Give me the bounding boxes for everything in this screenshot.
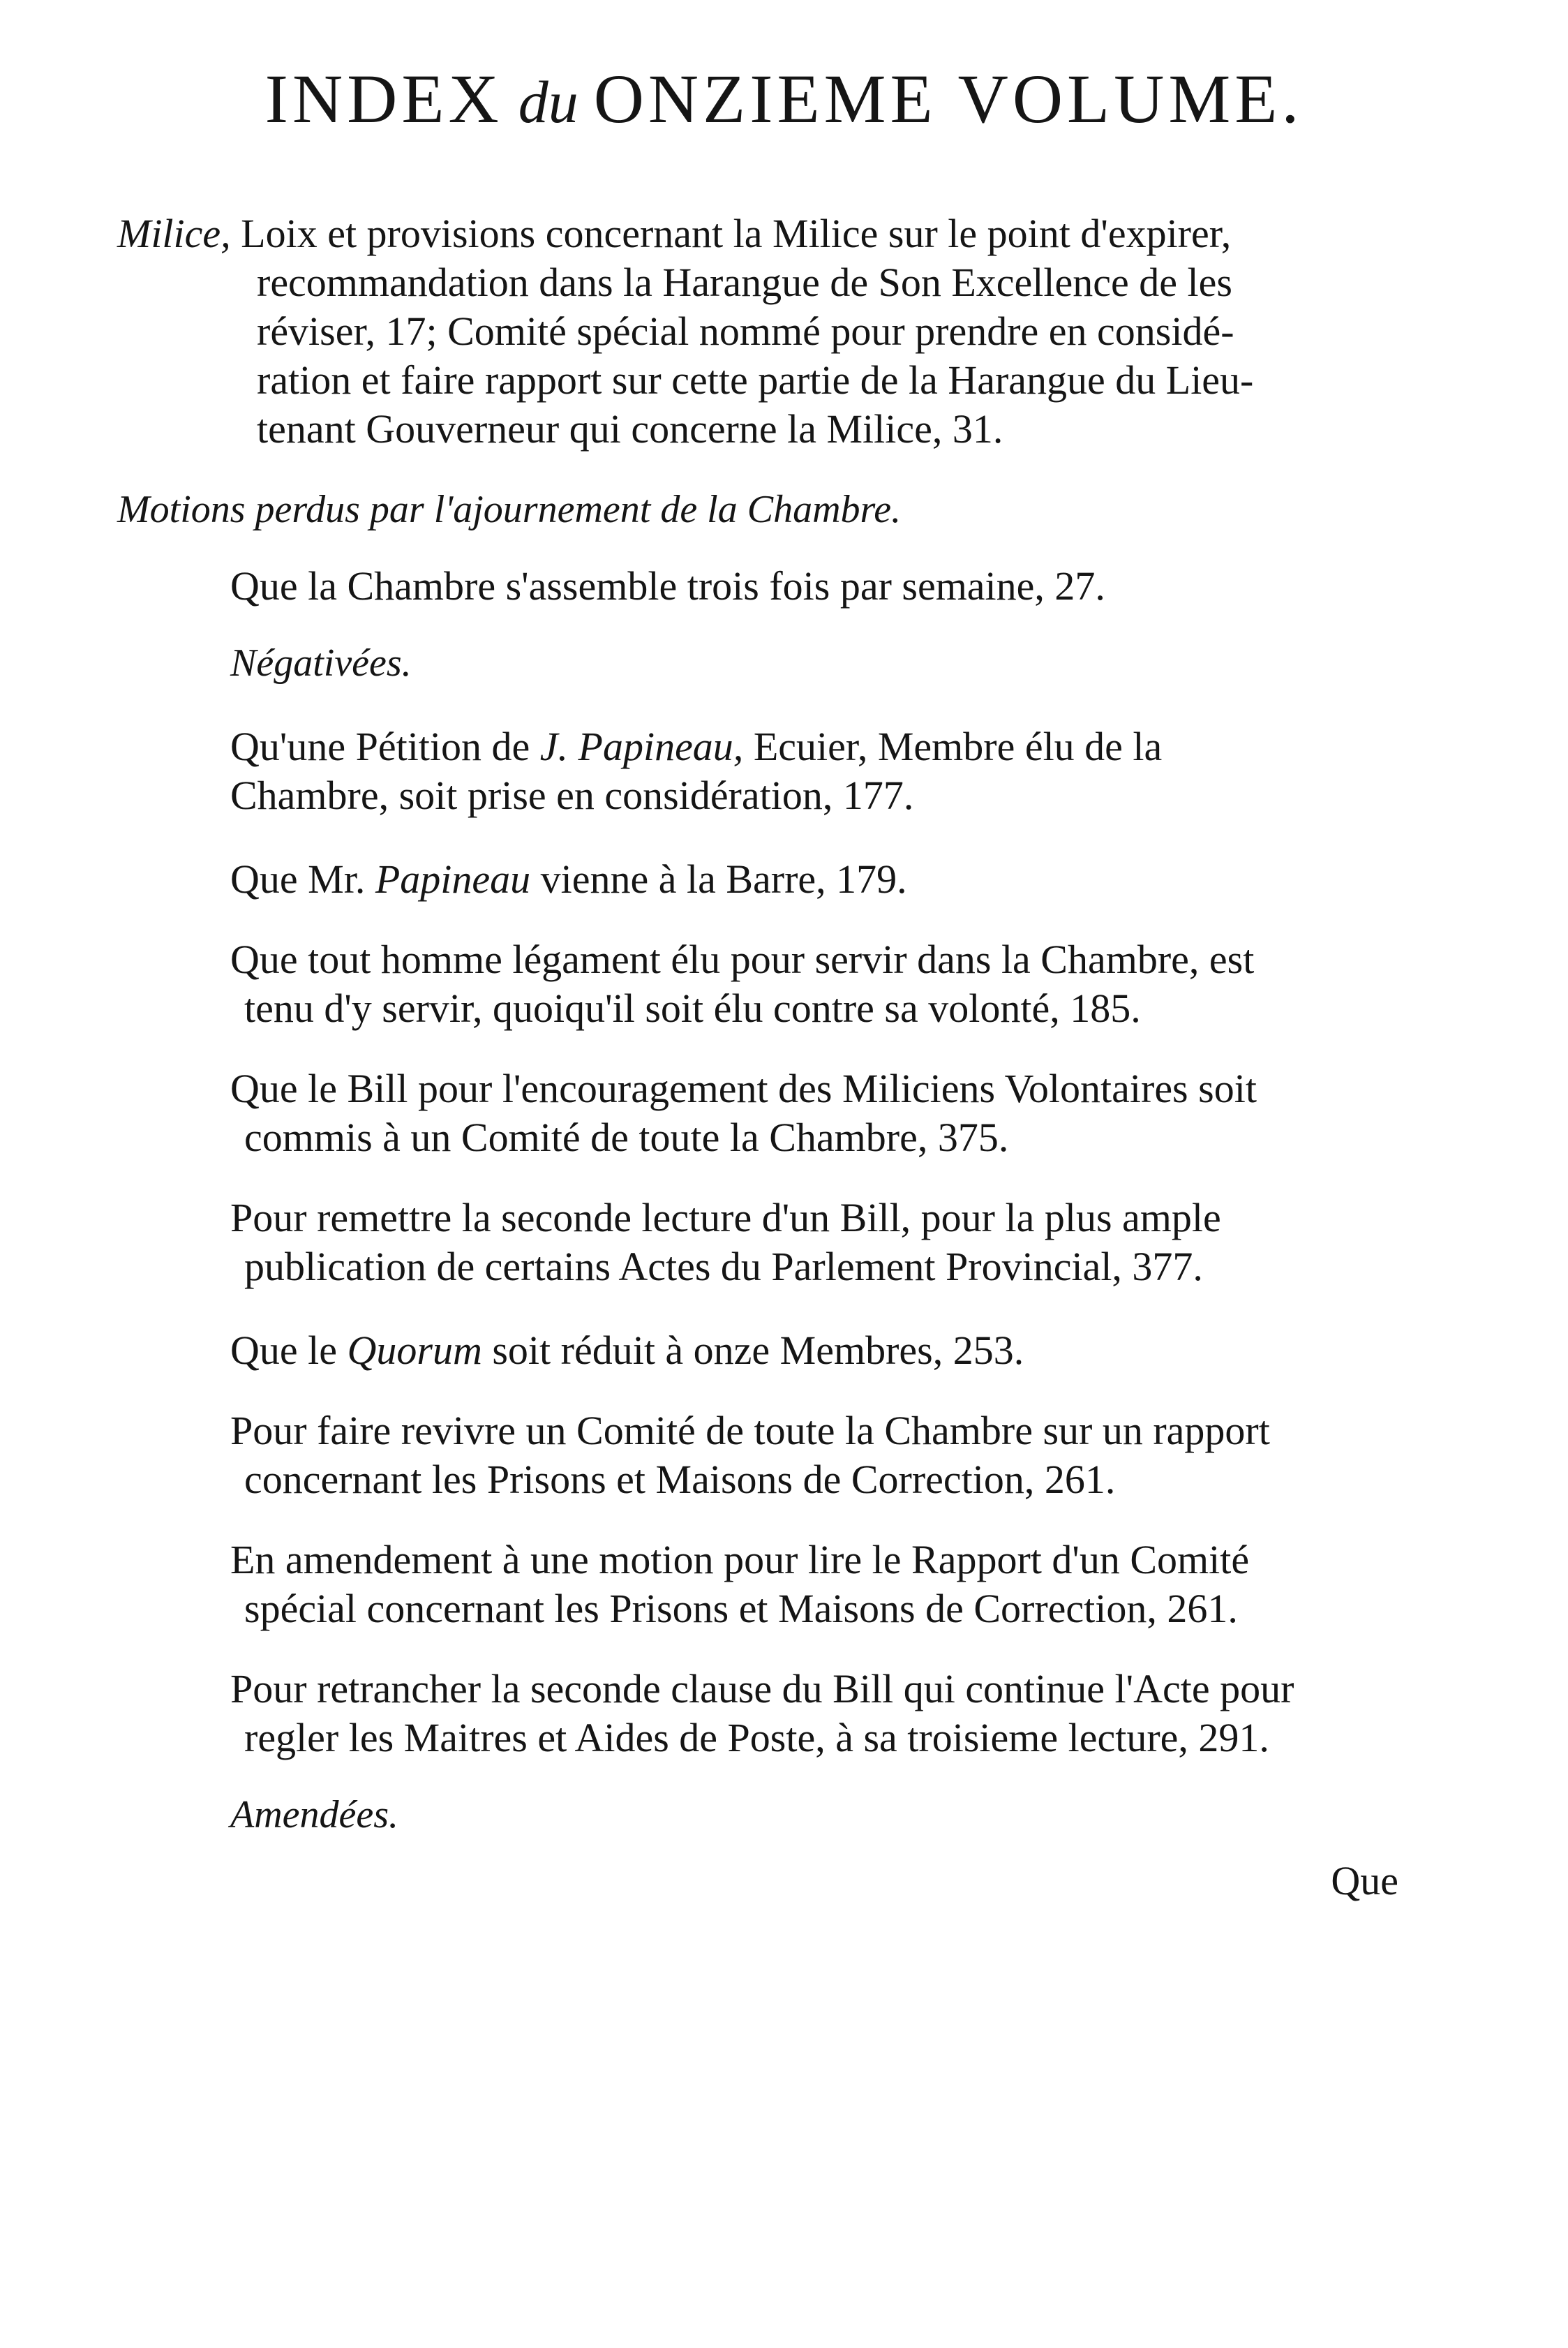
negativee-1-line-1: Qu'une Pétition de J. Papineau, Ecuier, Membre élu de la [230,724,1163,769]
negativee-4-line-2: commis à un Comité de toute la Chambre, 375. [244,1115,1009,1160]
negativee-3-line-1: Que tout homme légament élu pour servir dans la Chambre, est [230,937,1255,982]
page-title [0,60,1568,138]
negativee-9-line-2: regler les Maitres et Aides de Poste, à sa troisieme lecture, 291. [244,1715,1269,1760]
negativee-7-line-1: Pour faire revivre un Comité de toute la Chambre sur un rapport [230,1408,1270,1453]
negativee-1-line-2: Chambre, soit prise en considération, 177. [230,773,914,818]
negativee-2-line-1: Que Mr. Papineau vienne à la Barre, 179. [230,856,907,902]
milice-line-2: recommandation dans la Harangue de Son Excellence de les [257,260,1232,305]
negativee-3-line-2: tenu d'y servir, quoiqu'il soit élu contre sa volonté, 185. [244,986,1141,1031]
negativee-5-line-1: Pour remettre la seconde lecture d'un Bill, pour la plus ample [230,1195,1221,1240]
title-index: INDEX [264,60,503,138]
milice-line-4: ration et faire rapport sur cette partie de la Harangue du Lieu- [257,357,1254,403]
milice-line-5: tenant Gouverneur qui concerne la Milice, 31. [257,406,1003,452]
title-onzieme: ONZIEME [593,60,937,138]
milice-line-3: réviser, 17; Comité spécial nommé pour prendre en considé- [257,309,1234,354]
negativee-6-line-1: Que le Quorum soit réduit à onze Membres, 253. [230,1328,1024,1373]
negativee-8-line-2: spécial concernant les Prisons et Maisons de Correction, 261. [244,1586,1238,1631]
negativees-heading: Négativées. [230,641,412,685]
title-du: du [518,68,578,135]
milice-head: Milice, [117,211,231,256]
milice-text-1: Loix et provisions concernant la Milice sur le point d'expirer, [241,211,1232,256]
motion-1: Que la Chambre s'assemble trois fois par semaine, 27. [230,563,1105,609]
negativee-8-line-1: En amendement à une motion pour lire le Rapport d'un Comité [230,1537,1250,1582]
negativee-9-line-1: Pour retrancher la seconde clause du Bill qui continue l'Acte pour [230,1666,1294,1711]
negativee-4-line-1: Que le Bill pour l'encouragement des Miliciens Volontaires soit [230,1066,1257,1111]
negativee-5-line-2: publication de certains Actes du Parlement Provincial, 377. [244,1244,1203,1289]
milice-line-1 [117,209,1231,258]
amendees-heading: Amendées. [230,1793,399,1836]
negativee-7-line-2: concernant les Prisons et Maisons de Correction, 261. [244,1457,1116,1502]
motions-heading: Motions perdus par l'ajournement de la Chambre. [117,488,902,531]
catchword: Que [1331,1858,1398,1903]
title-volume: VOLUME. [957,60,1304,138]
